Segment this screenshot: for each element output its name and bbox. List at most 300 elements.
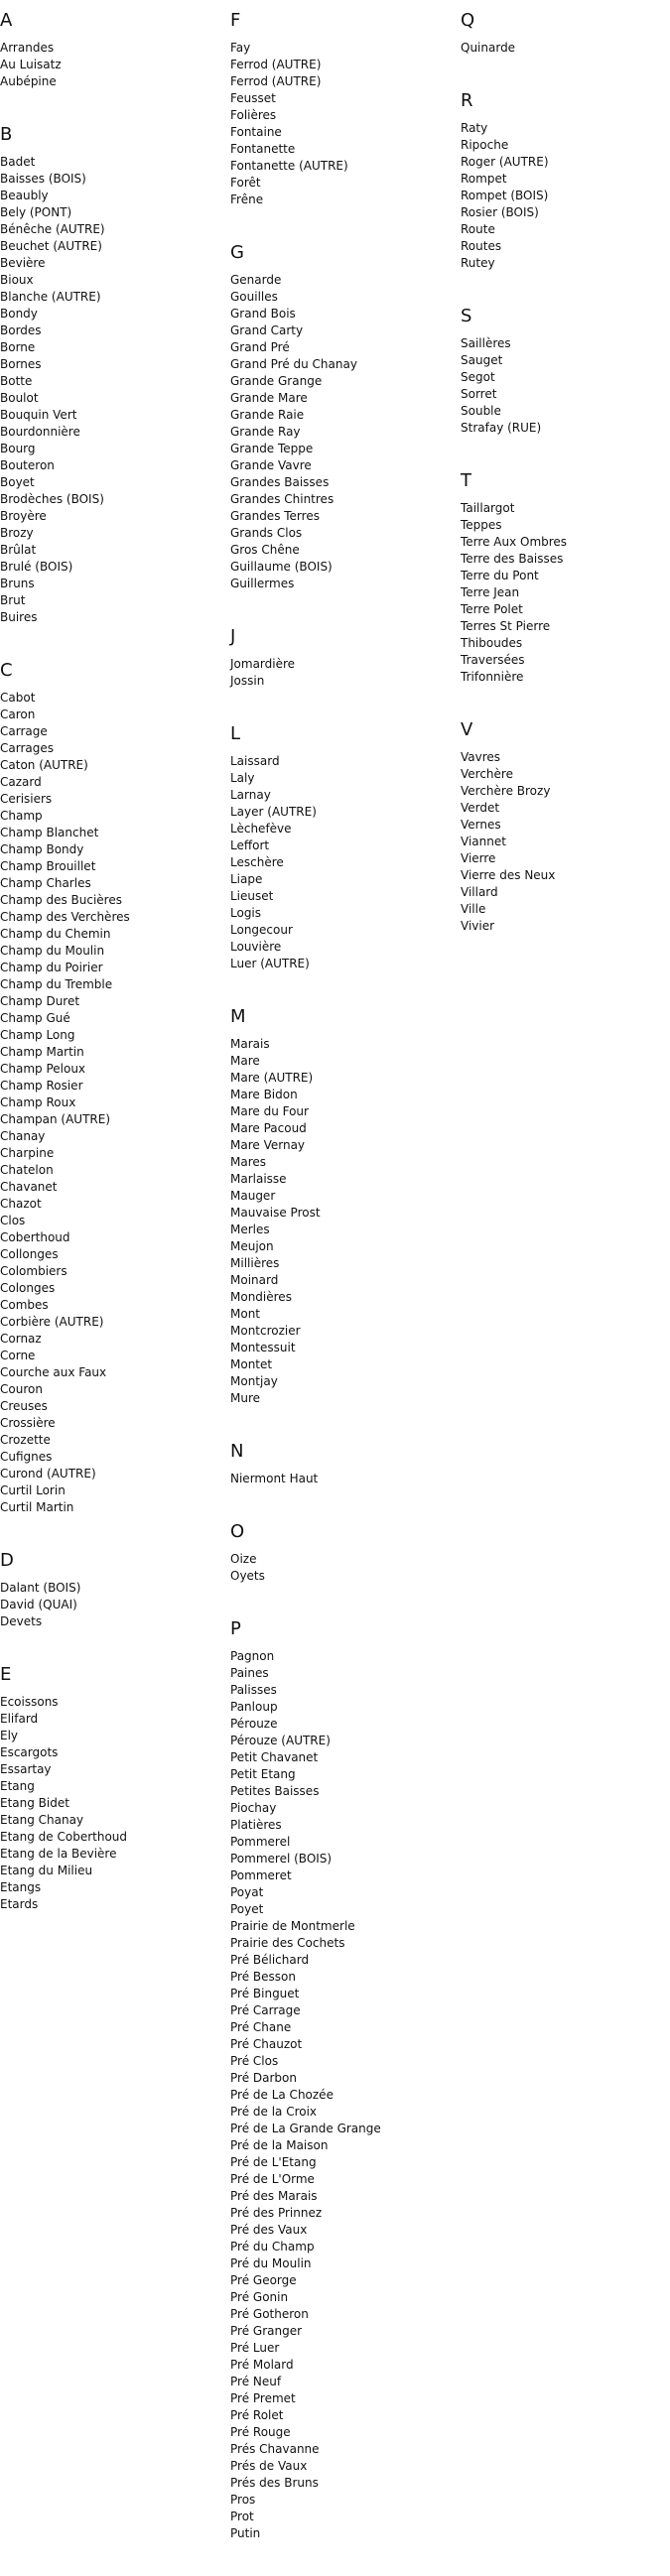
place-name-item: Cabot	[0, 691, 36, 705]
place-name-item: Fontaine	[230, 125, 282, 139]
place-name-item: Champ Roux	[0, 1095, 76, 1109]
place-name-item: Strafay (RUE)	[461, 421, 542, 435]
place-name-item: Caton (AUTRE)	[0, 758, 88, 772]
place-name-item: Terres St Pierre	[461, 619, 551, 633]
place-name-item: Laly	[230, 771, 255, 785]
place-name-item: Pré du Champ	[230, 2240, 315, 2254]
place-name-item: Pré Granger	[230, 2324, 303, 2338]
place-name-item: Logis	[230, 906, 262, 920]
place-name-item: Chatelon	[0, 1163, 54, 1177]
place-name-item: Viannet	[461, 835, 506, 848]
section-letter-heading: E	[0, 1664, 12, 1685]
place-name-item: Pré Premet	[230, 2391, 296, 2405]
place-name-item: Oize	[230, 1552, 257, 1566]
place-name-item: Petit Chavanet	[230, 1750, 319, 1764]
place-name-item: Blanche (AUTRE)	[0, 290, 101, 304]
place-name-item: Millières	[230, 1256, 280, 1270]
place-name-item: Traversées	[461, 653, 525, 667]
place-name-item: Mares	[230, 1155, 267, 1169]
place-name-item: Larnay	[230, 788, 271, 802]
place-name-item: Couron	[0, 1382, 43, 1396]
place-name-item: Champ	[0, 809, 43, 823]
place-name-item: Oyets	[230, 1569, 265, 1583]
place-name-item: Petit Etang	[230, 1767, 296, 1781]
place-name-item: Montcrozier	[230, 1324, 301, 1338]
index-column-3	[461, 10, 670, 968]
place-name-item: Prés de Vaux	[230, 2459, 308, 2473]
place-name-item: Brodèches (BOIS)	[0, 492, 104, 506]
place-name-list	[0, 40, 218, 90]
place-name-item: Champ Martin	[0, 1045, 84, 1059]
place-name-list	[0, 1580, 218, 1630]
place-name-item: Rompet	[461, 172, 507, 186]
place-name-item: Champ des Verchères	[0, 910, 130, 924]
place-name-list	[230, 1648, 449, 2542]
place-name-item: Brulé (BOIS)	[0, 560, 73, 574]
place-name-item: Verchère	[461, 767, 513, 781]
place-name-item: Mare Bidon	[230, 1088, 298, 1101]
place-name-item: Arrandes	[0, 41, 55, 55]
place-name-item: Champ Charles	[0, 876, 91, 890]
place-name-item: Leffort	[230, 838, 270, 852]
place-name-item: Leschère	[230, 855, 284, 869]
place-name-item: Prot	[230, 2510, 254, 2523]
letter-section	[0, 1664, 218, 1913]
place-name-list	[0, 690, 218, 1516]
place-name-item: Grand Pré du Chanay	[230, 357, 357, 371]
place-name-item: Forêt	[230, 176, 261, 190]
place-name-item: Grande Raie	[230, 408, 305, 422]
place-name-item: Mare Pacoud	[230, 1121, 307, 1135]
place-name-item: Lèchefève	[230, 822, 292, 836]
place-name-item: Rosier (BOIS)	[461, 205, 539, 219]
place-name-item: Merles	[230, 1223, 270, 1236]
place-name-item: Beaubly	[0, 189, 49, 202]
place-name-item: Curtil Martin	[0, 1500, 74, 1514]
place-name-item: Combes	[0, 1298, 49, 1312]
place-name-item: Escargots	[0, 1745, 59, 1759]
place-name-list	[461, 40, 670, 57]
place-name-item: Taillargot	[461, 501, 515, 515]
place-name-item: Coberthoud	[0, 1230, 70, 1244]
place-name-item: Caron	[0, 708, 36, 721]
letter-section	[461, 90, 670, 272]
place-name-item: Pré Carrage	[230, 2003, 301, 2017]
place-name-item: Pré des Prinnez	[230, 2206, 323, 2220]
place-name-item: Roger (AUTRE)	[461, 155, 549, 169]
place-name-item: Grandes Terres	[230, 509, 320, 523]
place-name-item: Curtil Lorin	[0, 1483, 66, 1497]
place-name-item: Grands Clos	[230, 526, 303, 540]
place-name-item: Pagnon	[230, 1649, 275, 1663]
place-name-item: Souble	[461, 404, 501, 418]
place-name-item: Verdet	[461, 801, 500, 815]
place-name-list	[230, 272, 449, 592]
letter-section	[230, 1521, 449, 1585]
place-name-item: Pré Rouge	[230, 2425, 291, 2439]
place-name-item: Putin	[230, 2526, 261, 2540]
place-name-item: Champ Gué	[0, 1011, 70, 1025]
place-name-item: Niermont Haut	[230, 1472, 319, 1485]
place-name-item: Champ Duret	[0, 994, 80, 1008]
place-name-item: Grandes Baisses	[230, 475, 330, 489]
place-name-item: Thiboudes	[461, 636, 523, 650]
letter-section	[0, 124, 218, 626]
place-name-item: Curond (AUTRE)	[0, 1467, 96, 1481]
place-name-item: Villard	[461, 885, 498, 899]
place-name-item: Chavanet	[0, 1180, 58, 1194]
place-name-item: Meujon	[230, 1239, 274, 1253]
place-name-item: Liape	[230, 872, 263, 886]
place-name-item: Pré Binguet	[230, 1987, 300, 2000]
letter-section	[461, 719, 670, 935]
place-name-item: Crossière	[0, 1416, 56, 1430]
place-name-item: Rutey	[461, 256, 495, 270]
letter-section	[461, 306, 670, 437]
place-name-item: Etangs	[0, 1880, 42, 1894]
letter-section	[0, 10, 218, 90]
place-name-item: Prés Chavanne	[230, 2442, 320, 2456]
section-letter-heading: V	[461, 719, 473, 740]
place-name-item: Pommerel	[230, 1835, 291, 1849]
place-name-item: Poyat	[230, 1885, 264, 1899]
place-name-item: Champ Bondy	[0, 842, 84, 856]
place-name-item: Grandes Chintres	[230, 492, 335, 506]
place-name-item: Pré Clos	[230, 2054, 279, 2068]
section-letter-heading: F	[230, 10, 241, 31]
place-name-item: Vernes	[461, 818, 501, 832]
place-name-item: Etang de Coberthoud	[0, 1830, 128, 1844]
place-name-item: Pérouze (AUTRE)	[230, 1734, 331, 1747]
place-name-item: Pré de La Chozée	[230, 2088, 334, 2102]
section-letter-heading: G	[230, 242, 244, 263]
section-letter-heading: N	[230, 1441, 244, 1462]
place-name-item: Grande Vavre	[230, 458, 312, 472]
place-name-item: Borne	[0, 340, 36, 354]
section-letter-heading: B	[0, 124, 13, 145]
place-name-item: Pré Neuf	[230, 2375, 282, 2388]
place-name-item: Bely (PONT)	[0, 205, 72, 219]
place-name-item: Baisses (BOIS)	[0, 172, 86, 186]
place-name-item: Badet	[0, 155, 36, 169]
place-name-item: Gouilles	[230, 290, 278, 304]
place-name-item: Bouquin Vert	[0, 408, 77, 422]
place-name-item: Teppes	[461, 518, 502, 532]
letter-section	[230, 1618, 449, 2542]
place-name-item: Piochay	[230, 1801, 277, 1815]
place-name-item: Bourg	[0, 442, 36, 455]
place-name-item: Champ Peloux	[0, 1062, 86, 1076]
place-name-item: Bioux	[0, 273, 34, 287]
place-name-item: Saillères	[461, 336, 511, 350]
place-name-item: Mare du Four	[230, 1104, 309, 1118]
place-name-item: Ely	[0, 1729, 19, 1742]
place-name-item: Ferrod (AUTRE)	[230, 58, 322, 71]
place-name-item: Champ du Chemin	[0, 927, 111, 941]
place-name-item: Pré Gotheron	[230, 2307, 309, 2321]
place-name-item: Pré de L'Etang	[230, 2155, 317, 2169]
place-name-list	[230, 40, 449, 208]
place-name-item: Buires	[0, 610, 38, 624]
place-name-item: Prairie de Montmerle	[230, 1919, 355, 1933]
letter-section	[230, 723, 449, 972]
place-name-item: Brûlat	[0, 543, 37, 557]
place-name-item: Grand Pré	[230, 340, 290, 354]
place-name-item: Terre Polet	[461, 602, 523, 616]
place-name-item: Bordes	[0, 323, 42, 337]
place-name-item: Pré Besson	[230, 1970, 296, 1984]
place-name-item: Raty	[461, 121, 488, 135]
place-name-item: Poyet	[230, 1902, 264, 1916]
place-name-item: Pré des Marais	[230, 2189, 318, 2203]
place-name-item: Guillaume (BOIS)	[230, 560, 333, 574]
place-name-item: Charpine	[0, 1146, 55, 1160]
place-name-item: Cufignes	[0, 1450, 53, 1464]
place-name-item: Champan (AUTRE)	[0, 1112, 111, 1126]
section-letter-heading: C	[0, 660, 13, 681]
place-name-item: Grand Carty	[230, 323, 304, 337]
letter-section	[230, 626, 449, 690]
place-name-item: Prairie des Cochets	[230, 1936, 345, 1950]
place-name-item: Route	[461, 222, 495, 236]
place-name-item: Rompet (BOIS)	[461, 189, 549, 202]
place-name-item: Pommerel (BOIS)	[230, 1852, 333, 1866]
place-name-item: Lieuset	[230, 889, 274, 903]
place-name-item: Terre Aux Ombres	[461, 535, 568, 549]
place-name-list	[461, 120, 670, 272]
place-name-item: Beuchet (AUTRE)	[0, 239, 102, 253]
place-name-item: Grande Teppe	[230, 442, 314, 455]
place-name-item: Pré Gonin	[230, 2290, 289, 2304]
place-name-item: Champ du Moulin	[0, 944, 105, 958]
place-name-item: Vivier	[461, 919, 495, 933]
place-name-item: Champ du Tremble	[0, 977, 113, 991]
place-name-item: Champ Long	[0, 1028, 75, 1042]
place-name-item: Pré Luer	[230, 2341, 280, 2355]
place-name-item: Grande Ray	[230, 425, 301, 439]
place-name-item: Corne	[0, 1349, 36, 1362]
place-name-item: Dalant (BOIS)	[0, 1581, 81, 1595]
place-name-item: Devets	[0, 1614, 43, 1628]
place-name-item: Carrages	[0, 741, 54, 755]
place-name-item: Pommeret	[230, 1868, 292, 1882]
place-name-item: Pré Chane	[230, 2020, 292, 2034]
place-name-item: Ville	[461, 902, 486, 916]
place-name-item: Bornes	[0, 357, 42, 371]
place-name-item: Pré George	[230, 2273, 297, 2287]
place-name-item: Verchère Brozy	[461, 784, 551, 798]
place-name-item: Pré Molard	[230, 2358, 294, 2372]
letter-section	[230, 10, 449, 208]
place-name-item: Vavres	[461, 750, 501, 764]
place-name-item: Terre des Baisses	[461, 552, 564, 566]
place-name-list	[230, 1551, 449, 1585]
place-name-item: Etards	[0, 1897, 39, 1911]
place-name-item: Cazard	[0, 775, 42, 789]
place-name-item: Colonges	[0, 1281, 56, 1295]
place-name-item: Grand Bois	[230, 307, 296, 321]
place-name-list	[230, 1036, 449, 1407]
place-name-item: Montet	[230, 1357, 273, 1371]
place-name-item: Ferrod (AUTRE)	[230, 74, 322, 88]
place-name-item: Mauvaise Prost	[230, 1206, 321, 1220]
place-name-item: Longecour	[230, 923, 293, 937]
section-letter-heading: Q	[461, 10, 475, 31]
section-letter-heading: O	[230, 1521, 245, 1542]
place-name-item: Bondy	[0, 307, 38, 321]
place-name-item: Au Luisatz	[0, 58, 62, 71]
place-name-item: Bourdonnière	[0, 425, 80, 439]
place-name-item: Champ du Poirier	[0, 961, 103, 974]
place-name-item: Essartay	[0, 1762, 52, 1776]
letter-section	[461, 470, 670, 686]
letter-section	[461, 10, 670, 57]
place-name-item: Mare (AUTRE)	[230, 1071, 314, 1085]
place-name-item: Louvière	[230, 940, 282, 954]
section-letter-heading: T	[461, 470, 471, 491]
section-letter-heading: A	[0, 10, 13, 31]
place-name-list	[230, 656, 449, 690]
place-name-item: Pré de L'Orme	[230, 2172, 315, 2186]
place-name-item: Paines	[230, 1666, 269, 1680]
place-name-item: Gros Chêne	[230, 543, 300, 557]
place-name-item: Carrage	[0, 724, 48, 738]
place-name-item: David (QUAI)	[0, 1598, 77, 1611]
place-name-item: Courche aux Faux	[0, 1365, 107, 1379]
place-name-item: Ripoche	[461, 138, 509, 152]
place-name-item: Elifard	[0, 1712, 39, 1726]
place-name-item: Crozette	[0, 1433, 51, 1447]
place-name-item: Aubépine	[0, 74, 57, 88]
place-name-item: Petites Baisses	[230, 1784, 320, 1798]
place-name-item: Marais	[230, 1037, 270, 1051]
letter-section	[230, 1441, 449, 1487]
place-name-item: Colombiers	[0, 1264, 67, 1278]
place-name-item: Quinarde	[461, 41, 516, 55]
place-name-item: Pré du Moulin	[230, 2256, 312, 2270]
place-name-item: Boulot	[0, 391, 39, 405]
place-name-item: Etang du Milieu	[0, 1864, 93, 1877]
place-name-item: Chanay	[0, 1129, 46, 1143]
place-name-item: Folières	[230, 108, 277, 122]
place-name-item: Genarde	[230, 273, 282, 287]
section-letter-heading: L	[230, 723, 241, 744]
section-letter-heading: S	[461, 306, 472, 326]
place-name-item: Cerisiers	[0, 792, 53, 806]
place-name-item: Broyère	[0, 509, 47, 523]
place-name-item: Pros	[230, 2493, 256, 2507]
place-name-item: Panloup	[230, 1700, 278, 1714]
place-name-item: Pré de la Maison	[230, 2138, 329, 2152]
place-name-item: Collonges	[0, 1247, 59, 1261]
place-name-item: Terre Jean	[461, 585, 520, 599]
place-name-item: Mure	[230, 1391, 261, 1405]
place-name-item: Etang	[0, 1779, 35, 1793]
place-name-item: Sauget	[461, 353, 503, 367]
place-name-item: Montjay	[230, 1374, 278, 1388]
place-name-item: Guillermes	[230, 577, 295, 590]
place-name-item: Champ Rosier	[0, 1079, 83, 1093]
index-column-1	[0, 10, 218, 1947]
place-name-item: Frêne	[230, 193, 264, 206]
place-name-list	[230, 1471, 449, 1487]
place-name-item: Pré Chauzot	[230, 2037, 303, 2051]
place-name-item: Pré Rolet	[230, 2408, 284, 2422]
section-letter-heading: D	[0, 1550, 14, 1571]
place-name-list	[461, 500, 670, 686]
place-name-item: Botte	[0, 374, 33, 388]
place-name-item: Prés des Bruns	[230, 2476, 319, 2490]
place-name-item: Vierre	[461, 851, 496, 865]
place-name-item: Pré de La Grande Grange	[230, 2122, 381, 2135]
place-name-item: Ecoissons	[0, 1695, 59, 1709]
place-name-item: Sorret	[461, 387, 497, 401]
place-name-item: Fontanette	[230, 142, 296, 156]
place-name-item: Pré Darbon	[230, 2071, 297, 2085]
place-name-item: Champ Blanchet	[0, 826, 99, 839]
place-name-item: Fontanette (AUTRE)	[230, 159, 348, 173]
place-name-item: Bevière	[0, 256, 46, 270]
place-name-item: Pré de la Croix	[230, 2105, 318, 2119]
place-name-item: Cornaz	[0, 1332, 42, 1346]
place-name-list	[461, 749, 670, 935]
place-name-item: Platières	[230, 1818, 282, 1832]
place-name-item: Mauger	[230, 1189, 276, 1203]
place-name-item: Pérouze	[230, 1717, 278, 1731]
place-name-item: Layer (AUTRE)	[230, 805, 317, 819]
place-name-item: Trifonnière	[461, 670, 524, 684]
place-name-item: Creuses	[0, 1399, 48, 1413]
index-column-2	[230, 10, 449, 2576]
place-name-item: Mare Vernay	[230, 1138, 306, 1152]
place-name-item: Bénêche (AUTRE)	[0, 222, 105, 236]
place-name-item: Mondières	[230, 1290, 292, 1304]
place-name-item: Vierre des Neux	[461, 868, 556, 882]
place-name-item: Champ des Bucières	[0, 893, 122, 907]
place-name-item: Bruns	[0, 577, 35, 590]
place-name-item: Jomardière	[230, 657, 296, 671]
section-letter-heading: M	[230, 1006, 246, 1027]
letter-section	[230, 1006, 449, 1407]
place-name-item: Jossin	[230, 674, 265, 688]
place-name-item: Palisses	[230, 1683, 277, 1697]
place-name-item: Corbière (AUTRE)	[0, 1315, 104, 1329]
letter-section	[0, 660, 218, 1516]
place-name-item: Segot	[461, 370, 495, 384]
place-name-item: Montessuit	[230, 1341, 296, 1354]
letter-section	[0, 1550, 218, 1630]
place-name-item: Clos	[0, 1214, 26, 1227]
place-name-list	[0, 154, 218, 626]
place-name-item: Chazot	[0, 1197, 42, 1211]
place-name-item: Champ Brouillet	[0, 859, 96, 873]
place-name-item: Grande Grange	[230, 374, 323, 388]
place-name-item: Bouteron	[0, 458, 55, 472]
place-name-item: Mont	[230, 1307, 261, 1321]
place-name-item: Etang Bidet	[0, 1796, 69, 1810]
letter-section	[230, 242, 449, 592]
place-name-item: Etang Chanay	[0, 1813, 84, 1827]
place-name-item: Luer (AUTRE)	[230, 957, 310, 970]
section-letter-heading: P	[230, 1618, 241, 1639]
place-name-item: Brozy	[0, 526, 34, 540]
place-name-item: Boyet	[0, 475, 35, 489]
place-name-item: Grande Mare	[230, 391, 308, 405]
place-name-item: Marlaisse	[230, 1172, 287, 1186]
place-name-list	[0, 1694, 218, 1913]
place-name-item: Moinard	[230, 1273, 279, 1287]
place-name-item: Fay	[230, 41, 251, 55]
